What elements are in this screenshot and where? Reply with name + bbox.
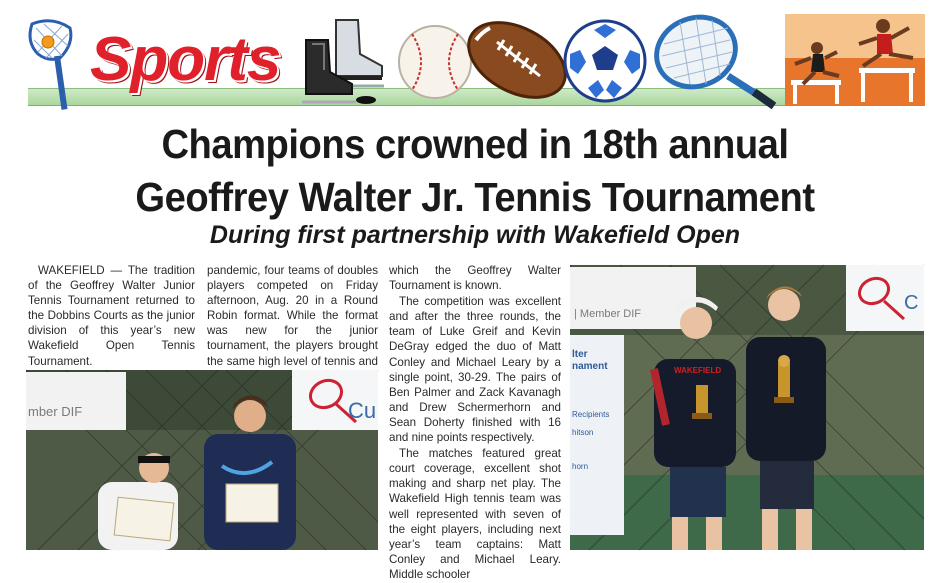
photo-banner-text: mber DIF [28, 404, 83, 419]
photo-sign-text: C [904, 292, 919, 314]
soccer-ball-icon [562, 18, 648, 104]
tennis-racket-icon [650, 14, 780, 110]
subheadline: During first partnership with Wakefield Open [209, 221, 741, 249]
lacrosse-stick-icon [22, 18, 84, 110]
paragraph: The competition was excellent and after the three rounds, the team of Luke Greif and Kevin DeGray edged the duo of Matt Conley and Michael Leary by a single point, 30-29. The pairs of Ben Palmer and Zack Kavanagh and Drew Schermerhorn and Sean Doherty finished with 16 and nine points respectively. [389, 295, 561, 445]
photo-banner-text: | Member DIF [574, 308, 642, 320]
paragraph: which the Geoffrey Walter Tournament is known. [389, 264, 561, 293]
paragraph: pandemic, four teams of doubles players competed on Friday afternoon, Aug. 20 in a Round Robin format. While the format was new for the junior tournament, the players brought the same high level of tennis and [207, 264, 378, 368]
photo-winners-left [26, 370, 378, 550]
headline-line-1: Champions crowned in 18th annual [161, 121, 789, 167]
photo-sign-line: nament [572, 361, 608, 372]
photo-sign-line: horn [572, 462, 589, 471]
photo-shirt-text: WAKEFIELD [674, 366, 722, 375]
football-icon [462, 12, 572, 108]
headline-line-2: Geoffrey Walter Jr. Tennis Tournament [135, 174, 815, 220]
article-column-2 [207, 263, 378, 385]
photo-winners-right [570, 265, 924, 550]
paragraph: The matches featured great court coverage, excellent shot making and sharp net play. The Wakefield High tennis team was well represented with seven of the eight players, including next year’s team captains: Matt Conley and Michael Leary. Middle schooler [389, 447, 561, 581]
paragraph: WAKEFIELD — The tradition of the Geoffrey Walter Junior Tennis Tournament returned to the Dobbins Courts as the junior division of this year’s new Wakefield Open Tennis Tournament. [28, 264, 195, 368]
photo-sign-line: hitson [572, 428, 594, 437]
sports-banner [0, 0, 950, 115]
photo-sign-line: lter [572, 349, 588, 360]
section-label: Sports [90, 25, 281, 94]
hurdler-icon [785, 14, 925, 106]
hockey-skates-icon [296, 14, 388, 106]
photo-sign-line: Recipients [572, 410, 610, 419]
article-column-3 [389, 263, 561, 583]
photo-sign-text: Cu [348, 398, 377, 423]
